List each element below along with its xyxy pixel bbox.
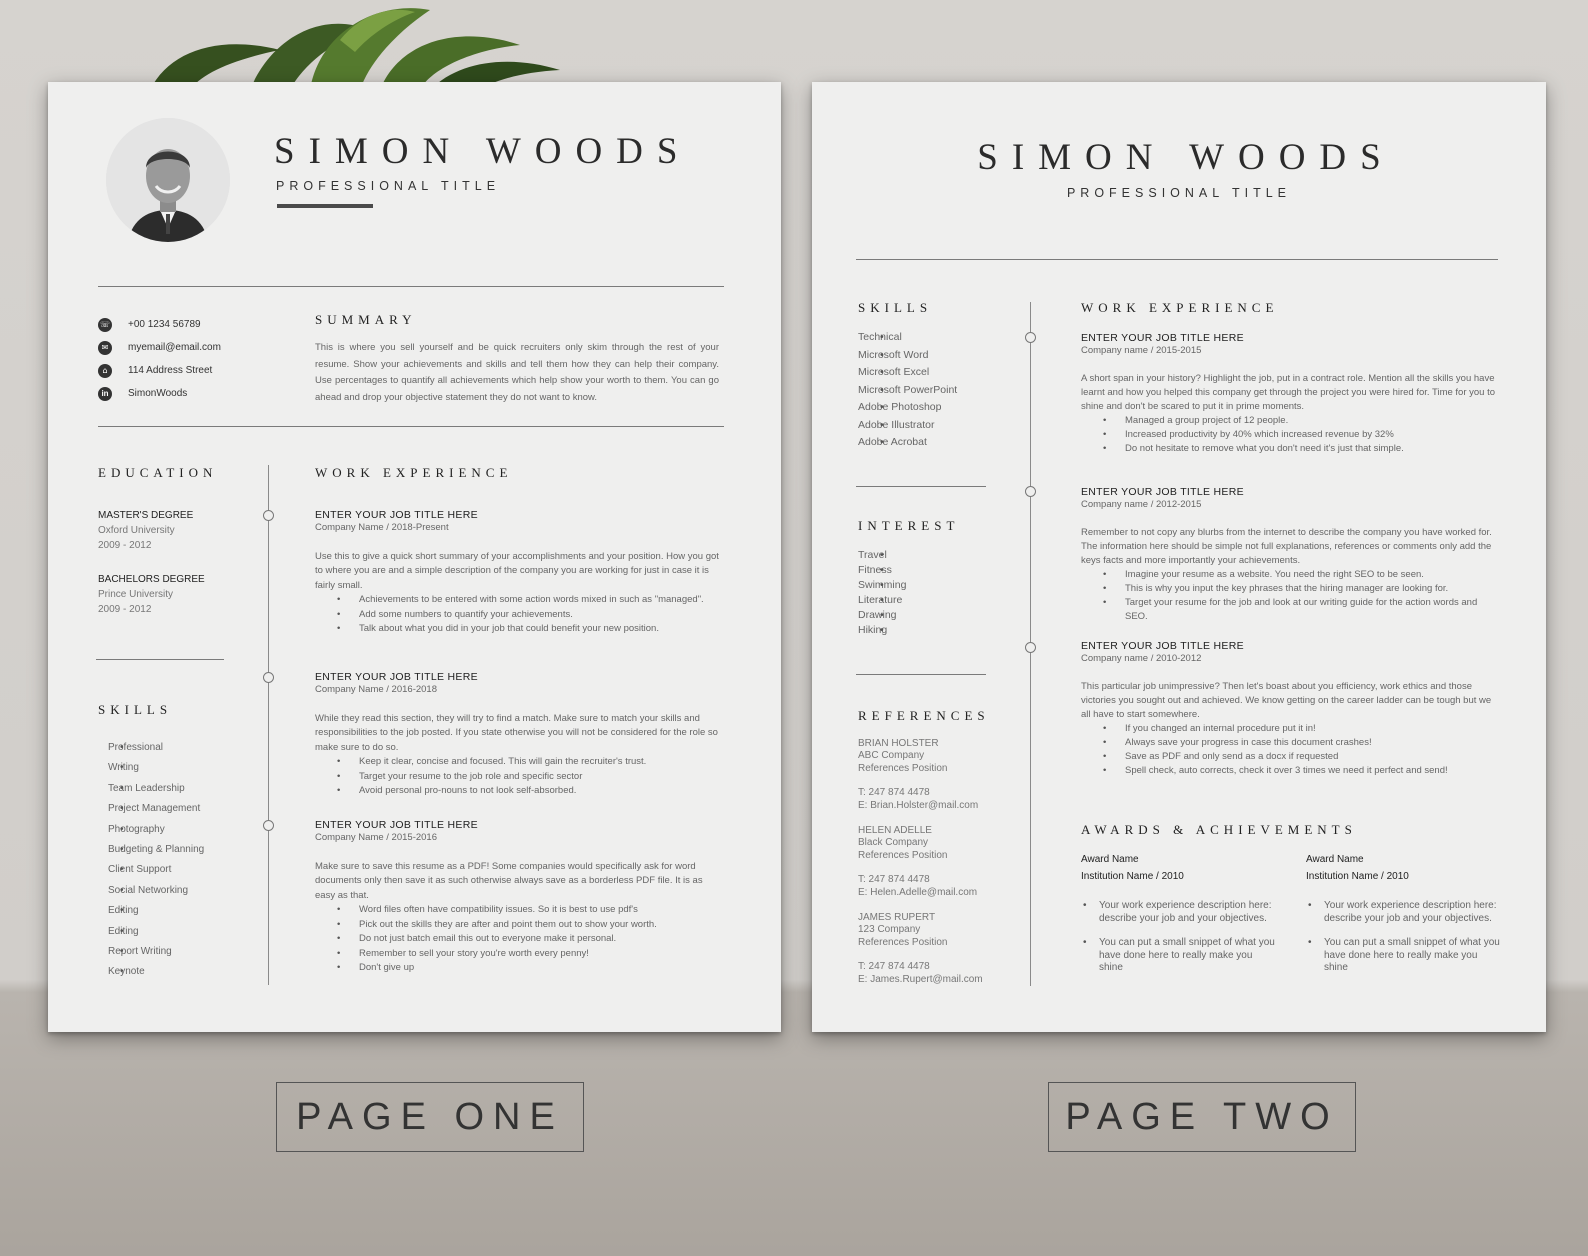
reference-email: E: Brian.Holster@mail.com (858, 799, 979, 811)
work-experience-heading: WORK EXPERIENCE (315, 465, 513, 480)
job-title: ENTER YOUR JOB TITLE HERE (315, 509, 478, 521)
job-entry (1081, 332, 1501, 456)
resume-page-two (812, 82, 1546, 1032)
skill-item: • Adobe Illustrator (858, 417, 957, 435)
skill-item: • Keynote (98, 962, 204, 982)
job-company: Company name / 2010-2012 (1081, 653, 1202, 664)
reference-email: E: Helen.Adelle@mail.com (858, 886, 978, 898)
timeline-line (268, 465, 269, 985)
interest-item: • Hiking (858, 623, 906, 638)
job-bullets (315, 593, 719, 637)
skill-item: • Microsoft Word (858, 347, 957, 365)
job-bullets (1081, 414, 1501, 456)
reference-name: HELEN ADELLE (858, 825, 932, 836)
school-name: Prince University (98, 589, 174, 600)
award-name: Award Name (1306, 854, 1364, 865)
title-underline (277, 204, 373, 208)
reference-phone: T: 247 874 4478 (858, 874, 930, 886)
awards-heading: AWARDS & ACHIEVEMENTS (1081, 822, 1357, 837)
job-bullet: • This is why you input the key phrases that the hiring manager are looking for. (1081, 582, 1501, 596)
contact-email (98, 336, 221, 359)
divider-mid (98, 426, 724, 427)
job-bullet: • Achievements to be entered with some action words mixed in such as "managed". (315, 593, 719, 608)
skill-item: • Microsoft PowerPoint (858, 382, 957, 400)
reference-company: Black Company (858, 837, 929, 849)
skill-item: • Adobe Photoshop (858, 399, 957, 417)
education-entry (98, 572, 205, 617)
reference-entry (858, 825, 977, 899)
candidate-name: SIMON WOODS (977, 137, 1395, 178)
job-bullet: • Avoid personal pro-nouns to not look self-absorbed. (315, 784, 719, 799)
job-bullet: • Do not just batch email this out to everyone make it personal. (315, 932, 719, 947)
divider-top (98, 286, 724, 287)
page-two-label: PAGE TWO (1048, 1082, 1356, 1152)
linkedin-icon: in (98, 387, 112, 401)
home-icon: ⌂ (98, 364, 112, 378)
timeline-dot (263, 672, 274, 683)
job-description: Make sure to save this resume as a PDF! Some companies would specifically ask for word documents only then save it as such otherwise always save as a borderless PDF file. It is as easy as that. (315, 860, 703, 901)
skill-item: • Technical (858, 329, 957, 347)
interest-item: • Drawing (858, 608, 906, 623)
references-heading: REFERENCES (858, 708, 990, 723)
phone-icon: ☏ (98, 318, 112, 332)
skill-item: • Photography (98, 820, 204, 840)
skill-item: • Report Writing (98, 942, 204, 962)
education-entry (98, 508, 193, 553)
award-entry (1306, 852, 1502, 987)
reference-company: 123 Company (858, 924, 921, 936)
skill-item: • Microsoft Excel (858, 364, 957, 382)
award-bullet: • Your work experience description here: describe your job and your objectives. (1306, 900, 1502, 925)
job-bullet: • Do not hesitate to remove what you don't need it's just that simple. (1081, 442, 1501, 456)
contact-phone-text: +00 1234 56789 (128, 319, 201, 330)
job-company: Company name / 2015-2015 (1081, 345, 1202, 356)
professional-title: PROFESSIONAL TITLE (276, 179, 501, 193)
summary-text: This is where you sell yourself and be quick recruiters only skim through the rest of your resume. Show your achievements and skills and tell them how they can help their company. Use percentages to quantify all achievements which help show your worth to them. You can go ahead and drop your objective statement they do not want to know. (315, 342, 719, 403)
contact-linkedin-text: SimonWoods (128, 388, 188, 399)
reference-email: E: James.Rupert@mail.com (858, 973, 983, 985)
award-institution: Institution Name / 2010 (1306, 871, 1409, 882)
reference-name: BRIAN HOLSTER (858, 738, 939, 749)
skills-heading: SKILLS (98, 702, 173, 717)
job-bullets (315, 903, 719, 976)
job-entry (1081, 640, 1501, 778)
job-description: While they read this section, they will try to find a match. Make sure to match your skills and responsibilities to the job posted. If you state otherwise you will not be considered for the role so make sure to do so. (315, 712, 718, 753)
interest-item: • Swimming (858, 578, 906, 593)
divider-top (856, 259, 1498, 260)
skill-item: • Social Networking (98, 881, 204, 901)
contact-phone (98, 313, 221, 336)
job-bullet: • Spell check, auto corrects, check it over 3 times we need it perfect and send! (1081, 764, 1501, 778)
timeline-dot (263, 820, 274, 831)
skills-list (98, 738, 204, 983)
job-title: ENTER YOUR JOB TITLE HERE (315, 671, 478, 683)
skill-item: • Client Support (98, 860, 204, 880)
divider-interest (856, 674, 986, 675)
skills-heading: SKILLS (858, 300, 933, 315)
reference-name: JAMES RUPERT (858, 912, 936, 923)
school-name: Oxford University (98, 525, 175, 536)
job-bullet: • Word files often have compatibility issues. So it is best to use pdf's (315, 903, 719, 918)
job-bullets (1081, 568, 1501, 624)
job-bullet: • Managed a group project of 12 people. (1081, 414, 1501, 428)
job-title: ENTER YOUR JOB TITLE HERE (1081, 486, 1244, 498)
timeline-dot (1025, 486, 1036, 497)
timeline-dot (263, 510, 274, 521)
skill-item: • Budgeting & Planning (98, 840, 204, 860)
job-company: Company Name / 2016-2018 (315, 684, 437, 695)
contact-address-text: 114 Address Street (128, 365, 213, 376)
job-bullets (1081, 722, 1501, 778)
job-title: ENTER YOUR JOB TITLE HERE (1081, 332, 1244, 344)
award-institution: Institution Name / 2010 (1081, 871, 1184, 882)
skill-item: • Writing (98, 758, 204, 778)
award-bullets (1306, 900, 1502, 975)
job-bullet: • Add some numbers to quantify your achievements. (315, 608, 719, 623)
job-entry (1081, 486, 1501, 624)
professional-title: PROFESSIONAL TITLE (1066, 186, 1292, 200)
timeline-dot (1025, 642, 1036, 653)
reference-phone: T: 247 874 4478 (858, 961, 930, 973)
timeline-dot (1025, 332, 1036, 343)
job-bullet: • Always save your progress in case this document crashes! (1081, 736, 1501, 750)
contact-linkedin (98, 382, 221, 405)
interest-item: • Fitness (858, 563, 906, 578)
job-entry (315, 509, 719, 637)
work-experience-heading: WORK EXPERIENCE (1081, 300, 1279, 315)
job-entry (315, 819, 719, 976)
award-bullet: • Your work experience description here: describe your job and your objectives. (1081, 900, 1277, 925)
job-description: Remember to not copy any blurbs from the internet to describe the company you have worked for. The information here should be simple not full explanations, references or comments only add the keys facts and more importantly your achievements. (1081, 526, 1492, 566)
person-avatar-icon (106, 118, 230, 242)
reference-position: References Position (858, 936, 948, 948)
job-bullet: • Imagine your resume as a website. You need the right SEO to be seen. (1081, 568, 1501, 582)
job-bullets (315, 755, 719, 799)
job-bullet: • Remember to sell your story you're worth every penny! (315, 947, 719, 962)
divider-education (96, 659, 224, 660)
skill-item: • Editing (98, 901, 204, 921)
job-description: This particular job unimpressive? Then let's boast about you efficiency, work ethics and those victories you sought out and achieved. We know getting on the career ladder can be tough but we all have to start somewhere. (1081, 680, 1492, 720)
job-bullet: • Keep it clear, concise and focused. This will gain the recruiter's trust. (315, 755, 719, 770)
interest-list (858, 548, 906, 639)
job-bullet: • Target your resume for the job and look at our writing guide for the action words and SEO. (1081, 596, 1501, 624)
divider-skills (856, 486, 986, 487)
interest-heading: INTEREST (858, 518, 960, 533)
skill-item: • Editing (98, 922, 204, 942)
interest-item: • Travel (858, 548, 906, 563)
plant-decoration (130, 0, 570, 90)
school-years: 2009 - 2012 (98, 540, 152, 551)
reference-entry (858, 912, 983, 986)
job-title: ENTER YOUR JOB TITLE HERE (315, 819, 478, 831)
reference-entry (858, 738, 978, 812)
job-bullet: • Don't give up (315, 961, 719, 976)
contact-address (98, 359, 221, 382)
job-company: Company Name / 2015-2016 (315, 832, 437, 843)
job-bullet: • If you changed an internal procedure put it in! (1081, 722, 1501, 736)
award-name: Award Name (1081, 854, 1139, 865)
job-bullet: • Target your resume to the job role and specific sector (315, 770, 719, 785)
job-bullet: • Increased productivity by 40% which increased revenue by 32% (1081, 428, 1501, 442)
candidate-name: SIMON WOODS (274, 131, 692, 172)
contact-email-text: myemail@email.com (128, 342, 221, 353)
summary-heading: SUMMARY (315, 312, 417, 327)
skill-item: • Adobe Acrobat (858, 434, 957, 452)
skill-item: • Team Leadership (98, 779, 204, 799)
interest-item: • Literature (858, 593, 906, 608)
award-bullets (1081, 900, 1277, 975)
skill-item: • Professional (98, 738, 204, 758)
school-years: 2009 - 2012 (98, 604, 152, 615)
job-bullet: • Save as PDF and only send as a docx if requested (1081, 750, 1501, 764)
contact-list (98, 313, 221, 405)
degree-title: BACHELORS DEGREE (98, 574, 205, 585)
reference-company: ABC Company (858, 750, 925, 762)
job-description: Use this to give a quick short summary of your accomplishments and your position. How you got to where you are and a simple description of the company you are working for just in case it is fairly small. (315, 550, 719, 591)
degree-title: MASTER'S DEGREE (98, 510, 194, 521)
job-bullet: • Talk about what you did in your job that could benefit your new position. (315, 622, 719, 637)
resume-page-one (48, 82, 781, 1032)
education-heading: EDUCATION (98, 465, 218, 480)
job-title: ENTER YOUR JOB TITLE HERE (1081, 640, 1244, 652)
job-company: Company Name / 2018-Present (315, 522, 449, 533)
reference-position: References Position (858, 849, 948, 861)
reference-phone: T: 247 874 4478 (858, 787, 930, 799)
award-entry (1081, 852, 1277, 987)
email-icon: ✉ (98, 341, 112, 355)
job-bullet: • Pick out the skills they are after and point them out to show your worth. (315, 918, 719, 933)
profile-photo (106, 118, 230, 242)
award-bullet: • You can put a small snippet of what you have done here to really make you shine (1306, 937, 1502, 975)
award-bullet: • You can put a small snippet of what you have done here to really make you shine (1081, 937, 1277, 975)
skill-item: • Project Management (98, 799, 204, 819)
job-entry (315, 671, 719, 799)
page-one-label: PAGE ONE (276, 1082, 584, 1152)
skills-list (858, 329, 957, 452)
reference-position: References Position (858, 762, 948, 774)
job-company: Company name / 2012-2015 (1081, 499, 1202, 510)
job-description: A short span in your history? Highlight the job, put in a contract role. Mention all the skills you have learnt and how you helped this company get through the project you were hired for. Time for you to shine and don't be scared to put it in prime moments. (1081, 372, 1496, 412)
